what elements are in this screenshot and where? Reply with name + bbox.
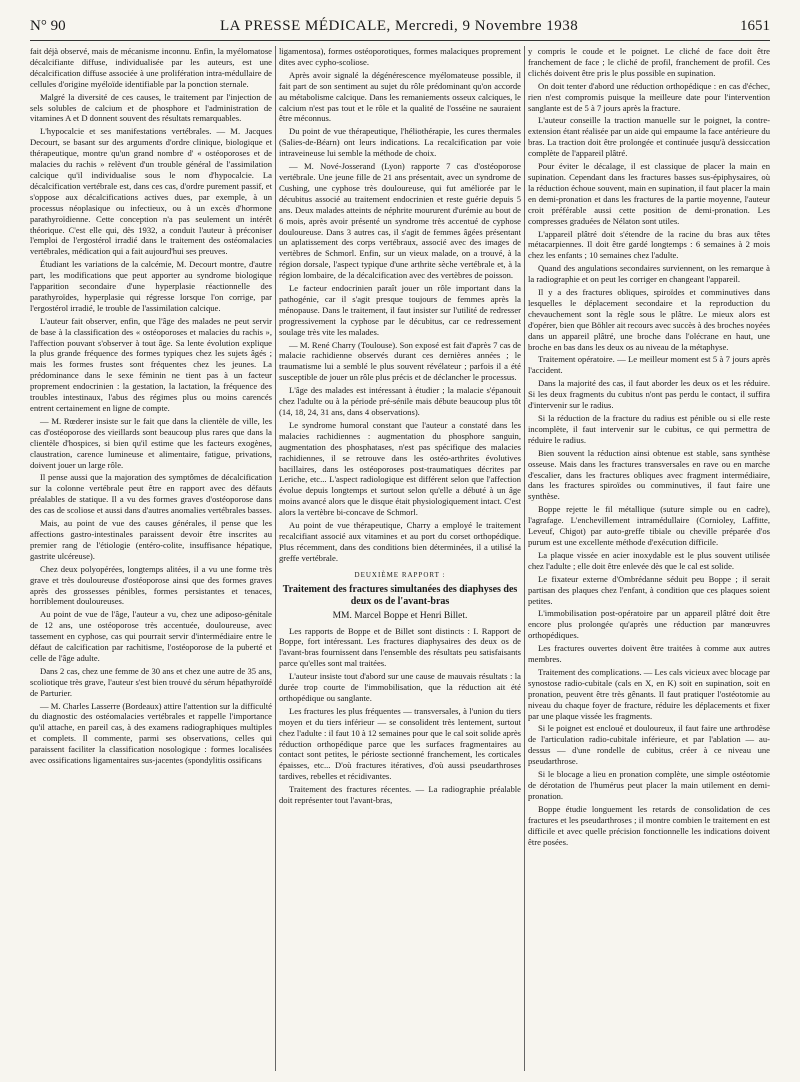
paragraph: Le fixateur externe d'Ombrédanne séduit peu Boppe ; il serait partisan des plaques chez l'enfant, à condition que ces plaques soient petites.	[528, 573, 770, 606]
section-label: DEUXIÈME RAPPORT :	[354, 570, 446, 579]
paragraph: Le syndrome humoral constant que l'auteur a constaté dans les malacies rachidiennes : augmentation du phosphore sanguin, augmentation des phosphatases, n'est pas spécifique des malacies rachidiennes, il se retrouve dans les ostéo-arthrites évolutives bacillaires, dans les ostéoporoses post-traumatiques décrites par Leriche, etc... L'aspect radiologique est différent selon que l'affection évolue depuis longtemps et surtout selon qu'elle a débuté à un âge moins avancé alors que le disque était physiologiquement intact. C'est alors la vertèbre bi-concave de Schmorl.	[279, 419, 521, 518]
issue-number: N° 90	[30, 18, 66, 34]
paragraph: Si le blocage a lieu en pronation complète, une simple ostéotomie de dérotation de l'humérus peut placer la main utilement en demi-pronation.	[528, 769, 770, 801]
paragraph: Si la réduction de la fracture du radius est pénible ou si elle reste incomplète, il faut intervenir sur le cubitus, ce qui permettra de réduire le radius.	[528, 413, 770, 445]
article-authors: MM. Marcel Boppe et Henri Billet.	[332, 610, 468, 621]
column-2	[279, 46, 521, 1071]
paragraph: Au point de vue thérapeutique, Charry a employé le traitement recalcifiant associé aux vitamines et au port du corset orthopédique. Plus récemment, dans des conditions bien déterminées, il a utilisé la greffe vertébrale.	[279, 520, 521, 563]
paragraph: Pour éviter le décalage, il est classique de placer la main en supination. Cependant dans les fractures basses sus-épiphysaires, où la réduction échoue souvent, main en supination, il faut placer la main en demi-pronation et dans les fractures de la partie moyenne, l'auteur croit préférable aussi cette position de demi-pronation. Les compresses graduées de Nélaton sont utiles.	[528, 161, 770, 226]
paragraph: L'auteur fait observer, enfin, que l'âge des malades ne peut servir de base à la classification des « ostéoporoses et malacies du rachis », l'affection pouvant s'observer à tout âge. Sa lente évolution explique la plus grande fréquence des formes typiques chez les sujets âgés ; mais les formes frustes sont fréquentes chez les jeunes. La prédominance dans le sexe féminin ne tient pas à un facteur proprement endocrinien : la gestation, la lactation, la fréquence des troubles intestinaux, l'abus des régimes plus ou moins carencés entrent certainement en ligne de compte.	[30, 315, 272, 413]
paragraph: Traitement opératoire. — Le meilleur moment est 5 à 7 jours après l'accident.	[528, 354, 770, 376]
paragraph: L'hypocalcie et ses manifestations vertébrales. — M. Jacques Decourt, se basant sur des arguments d'ordre clinique, biologique et thérapeutique, montre qu'un grand nombre d' « ostéoporoses et de malacies du rachis » relèvent d'un trouble général de l'assimilation calcique qu'il individualise sous le nom d'hypocalcie. La décalcification vertébrale est, dans ces cas, d'ordre purement passif, et s'oppose aux décalcifications actives dues, par exemple, à un processus néoplasique ou infectieux, ou à un excès d'hormone parathyroïdienne. Cette conception n'a pas seulement un intérêt théorique. C'est elle qui, dès 1932, a conduit l'auteur à préconiser l'emploi de l'ergostérol irradié dans le traitement des ostéomalacies vertébrales, médication qui a fait aujourd'hui ses preuves.	[30, 126, 272, 257]
paragraph: Boppe rejette le fil métallique (suture simple ou en cadre), l'agrafage. L'enchevillement intramédullaire (Cornioley, Laffitte, Leveuf, Chigot) par auto-greffe tibiale ou cheville préparée d'os purum est une excellente méthode d'exécution difficile.	[528, 504, 770, 547]
paragraph: L'auteur insiste tout d'abord sur une cause de mauvais résultats : la durée trop courte de l'immobilisation, que la réduction ait été orthopédique ou sanglante.	[279, 671, 521, 703]
paragraph: La plaque vissée en acier inoxydable est le plus souvent utilisée chez l'adulte ; elle doit être enlevée dès que le cal est solide.	[528, 549, 770, 571]
paragraph: — M. Charles Lasserre (Bordeaux) attire l'attention sur la difficulté du diagnostic des ostéomalacies vertébrales et rappelle l'importance qu'il attache, en pareil cas, à des examens radiographiques multiples et complets. Il commente, parmi ses observations, celles qui paraissent faciliter la classification nosologique : formes localisées avec ossifications ligamentaires sus-jacentes (spondylitis ossificans	[30, 700, 272, 766]
paragraph: Malgré la diversité de ces causes, le traitement par l'injection de sels solubles de calcium et de phosphore et l'administration de vitamines A et D donnent souvent des résultats remarquables.	[30, 91, 272, 124]
column-divider	[275, 46, 276, 1071]
paragraph: Traitement des fractures récentes. — La radiographie préalable doit représenter tout l'avant-bras,	[279, 784, 521, 806]
paragraph: Traitement des complications. — Les cals vicieux avec blocage par synostose radio-cubitale (cals en X, en K) soit en supination, soit en pronation, peuvent être très gênants. Il faut pratiquer l'ostéotomie au niveau du chaque foyer de fracture, réduire les déplacements et fixer par une plaque vissée les fragments.	[528, 666, 770, 721]
article-title: Traitement des fractures simultanées des diaphyses des deux os de l'avant-bras	[282, 583, 518, 607]
paragraph: Il pense aussi que la majoration des symptômes de décalcification sur la colonne vertébrale peut être en rapport avec des défauts préalables de statique. Il a vu des formes graves d'ostéoporose dans des cas de scoliose et aussi dans d'autres anomalies vertébrales basses.	[30, 472, 272, 516]
paragraph: Si le poignet est encloué et douloureux, il faut faire une arthrodèse de l'articulation radio-cubitale inférieure, et par l'ablation — au-dessus — d'une rondelle de cubitus, créer à ce niveau une pseudarthrose.	[528, 723, 770, 767]
paragraph: — M. Nové-Josserand (Lyon) rapporte 7 cas d'ostéoporose vertébrale. Une jeune fille de 21 ans présentait, avec un syndrome de Cushing, une cyphose très douloureuse, qui fut améliorée par le décubitus associé au traitement endocrinien et reste guérie depuis 5 ans. Deux malades atteints de néphrite moururent d'urémie au bout de 6 mois, après avoir présenté un syndrome très accentué de cyphose douloureuse. Dans 3 autres cas, il s'agit de femmes âgées présentant un aplatissement des corps vertébraux, associé avec des images de vertèbres de Schmorl. Enfin, sur un vieux malade, on a trouvé, à la région dorsale, l'aspect typique d'une arthrite sèche vertébrale et, à la région lombaire, de la décalcification avec des vertèbres de poisson.	[279, 161, 521, 281]
paragraph: Boppe étudie longuement les retards de consolidation de ces fractures et les pseudarthroses ; il montre combien le traitement en est difficile et avec quelle précision fonctionnelle les indications doivent être posées.	[528, 803, 770, 847]
paragraph: Il y a des fractures obliques, spiroïdes et comminutives dans lesquelles le déplacement secondaire et la reproduction du chevauchement sont la règle sous le plâtre. Le mieux alors est d'opérer, bien que Böhler ait recours avec succès à des broches noyées dans un appareil plâtré, une broche dans l'olécrane en haut, une broche en bas dans les deux os au niveau de la métaphyse.	[528, 287, 770, 352]
paragraph: L'immobilisation post-opératoire par un appareil plâtré doit être encore plus prolongée qu'après une réduction par manœuvres orthopédiques.	[528, 608, 770, 641]
paragraph: Le facteur endocrinien paraît jouer un rôle important dans la pathogénie, car il s'agit presque toujours de femmes après la ménopause. Dans le traitement, il faut insister sur l'utilité de redresser progressivement la cyphose par le décubitus, car ce redressement soulage très vite les malades.	[279, 283, 521, 337]
column-divider	[524, 46, 525, 1071]
paragraph: ligamentosa), formes ostéoporotiques, formes malaciques proprement dites avec cypho-scoliose.	[279, 46, 521, 67]
paragraph: On doit tenter d'abord une réduction orthopédique : en cas d'échec, rien n'est compromis puisque la meilleure date pour l'intervention sanglante est de 5 à 7 jours après la fracture.	[528, 80, 770, 113]
paragraph: Étudiant les variations de la calcémie, M. Decourt montre, d'autre part, les modifications que peut apporter au syndrome biologique l'apparition secondaire d'une hyperplasie réactionnelle des parathyroïdes, hyperplasie qui régresse lorsque l'on corrige, par l'ergostérol irradié, le trouble de l'assimilation calcique.	[30, 259, 272, 313]
paragraph: Du point de vue thérapeutique, l'héliothérapie, les cures thermales (Salies-de-Béarn) ont leurs indications. La recalcification par voie intraveineuse lui semble la méthode de choix.	[279, 126, 521, 159]
paragraph: Quand des angulations secondaires surviennent, on les remarque à la radiographie et on peut les corriger en changeant l'appareil.	[528, 263, 770, 285]
paragraph: — M. Rœderer insiste sur le fait que dans la clientèle de ville, les cas d'ostéoporose des vieillards sont beaucoup plus rares que dans la clientèle d'hospices, si bien qu'il estime que les facteurs exogènes, claustration, carence lumineuse et alimentaire, fatigue, privations, doivent jouer un large rôle.	[30, 415, 272, 470]
page-number: 1651	[740, 18, 770, 34]
paragraph: fait déjà observé, mais de mécanisme inconnu. Enfin, la myélomatose décalcifiante diffuse, individualisée par les auteurs, est une décalcification diffuse associée à une prolifération intra-médullaire de cellules d'origine myéloïde identifiable par la ponction sternale.	[30, 46, 272, 89]
column-1	[30, 46, 272, 1071]
paragraph: Au point de vue de l'âge, l'auteur a vu, chez une adiposo-génitale de 12 ans, une ostéoporose très accentuée, douloureuse, avec tassement en cyphose, cas qui pourrait servir d'intermédiaire entre le défaut de calcification par rachitisme, l'ostéoporose de la puberté et celle de l'âge adulte.	[30, 609, 272, 663]
paragraph: Mais, au point de vue des causes générales, il pense que les affections gastro-intestinales paraissent devoir être inscrites au premier rang de l'étiologie (entéro-colite, insuffisance hépatique, gastrite ulcéreuse).	[30, 518, 272, 561]
paragraph: Les fractures ouvertes doivent être traitées à comme aux autres membres.	[528, 643, 770, 665]
paragraph: Chez deux polyopérées, longtemps alitées, il a vu une forme très grave et très douloureuse d'ostéoporose ainsi que des formes graves après des grossesses pénibles, formes persistantes et tenaces, horriblement douloureuses.	[30, 563, 272, 607]
paragraph: Les fractures les plus fréquentes — transversales, à l'union du tiers moyen et du tiers inférieur — se consolident très lentement, surtout chez l'adulte : il faut 10 à 12 semaines pour que le cal soit solide après réduction orthopédique parce que les surfaces fragmentaires au contact sont petites, le périoste sectionné franchement, les corticales épaisses, etc... D'où fractures itératives, d'où aussi pseudarthroses tardives, rebelles et récidivantes.	[279, 705, 521, 782]
paragraph: y compris le coude et le poignet. Le cliché de face doit être franchement de face ; le cliché de profil, franchement de profil. Ces clichés doivent être pris le plus possible en supination.	[528, 46, 770, 78]
paragraph: — M. René Charry (Toulouse). Son exposé est fait d'après 7 cas de malacie rachidienne observés durant ces dernières années ; le traumatisme lui a semblé le plus souvent révélateur ; parfois il a été susceptible de jouer un rôle plus précis et de déclancher le processus.	[279, 339, 521, 383]
page-header	[30, 18, 770, 41]
paragraph: L'appareil plâtré doit s'étendre de la racine du bras aux têtes métacarpiennes. Il doit être gardé longtemps : 6 semaines à 2 mois chez les enfants ; 10 semaines chez l'adulte.	[528, 228, 770, 261]
paragraph: L'âge des malades est intéressant à étudier ; la malacie s'épanouit chez l'adulte ou à la période pré-sénile mais débute beaucoup plus tôt (14, 18, 24, 31 ans, dans 4 observations).	[279, 385, 521, 417]
paragraph: L'auteur conseille la traction manuelle sur le poignet, la contre-extension étant réalisée par un aide qui empaume la face antérieure du bras. La traction doit être prolongée et continuée jusqu'à dessiccation complète de l'appareil plâtré.	[528, 115, 770, 159]
column-3	[528, 46, 770, 1071]
paragraph: Bien souvent la réduction ainsi obtenue est stable, sans synthèse osseuse. Mais dans les fractures transversales en rave ou en marche d'escalier, dans les fractures obliques avec fragment intermédiaire, dans les fractures spiroïdes ou comminutives, il faut faire une synthèse.	[528, 447, 770, 502]
paragraph: Dans la majorité des cas, il faut aborder les deux os et les réduire. Si les deux fragments du cubitus n'ont pas perdu le contact, il suffira d'intervenir sur le radius.	[528, 378, 770, 411]
journal-title-date: LA PRESSE MÉDICALE, Mercredi, 9 Novembre 1938	[220, 18, 579, 34]
paragraph: Les rapports de Boppe et de Billet sont distincts : I. Rapport de Boppe, fort intéressant. Les fractures diaphysaires des deux os de l'avant-bras fournissent dans l'ensemble des résultats peu satisfaisants parce qu'elles sont mal traitées.	[279, 625, 521, 669]
paragraph: Après avoir signalé la dégénérescence myélomateuse possible, il fait part de son sentiment au sujet du rôle prédominant qu'on accorde au métabolisme calcique. Dans les remaniements osseux calciques, le calcium n'est pas tout et le rôle et la qualité de l'osséine ne sauraient être méconnus.	[279, 69, 521, 124]
paragraph: Dans 2 cas, chez une femme de 30 ans et chez une autre de 35 ans, scoliotique très grave, l'auteur s'est bien trouvé du sérum hépathyroïdé de Parturier.	[30, 665, 272, 698]
